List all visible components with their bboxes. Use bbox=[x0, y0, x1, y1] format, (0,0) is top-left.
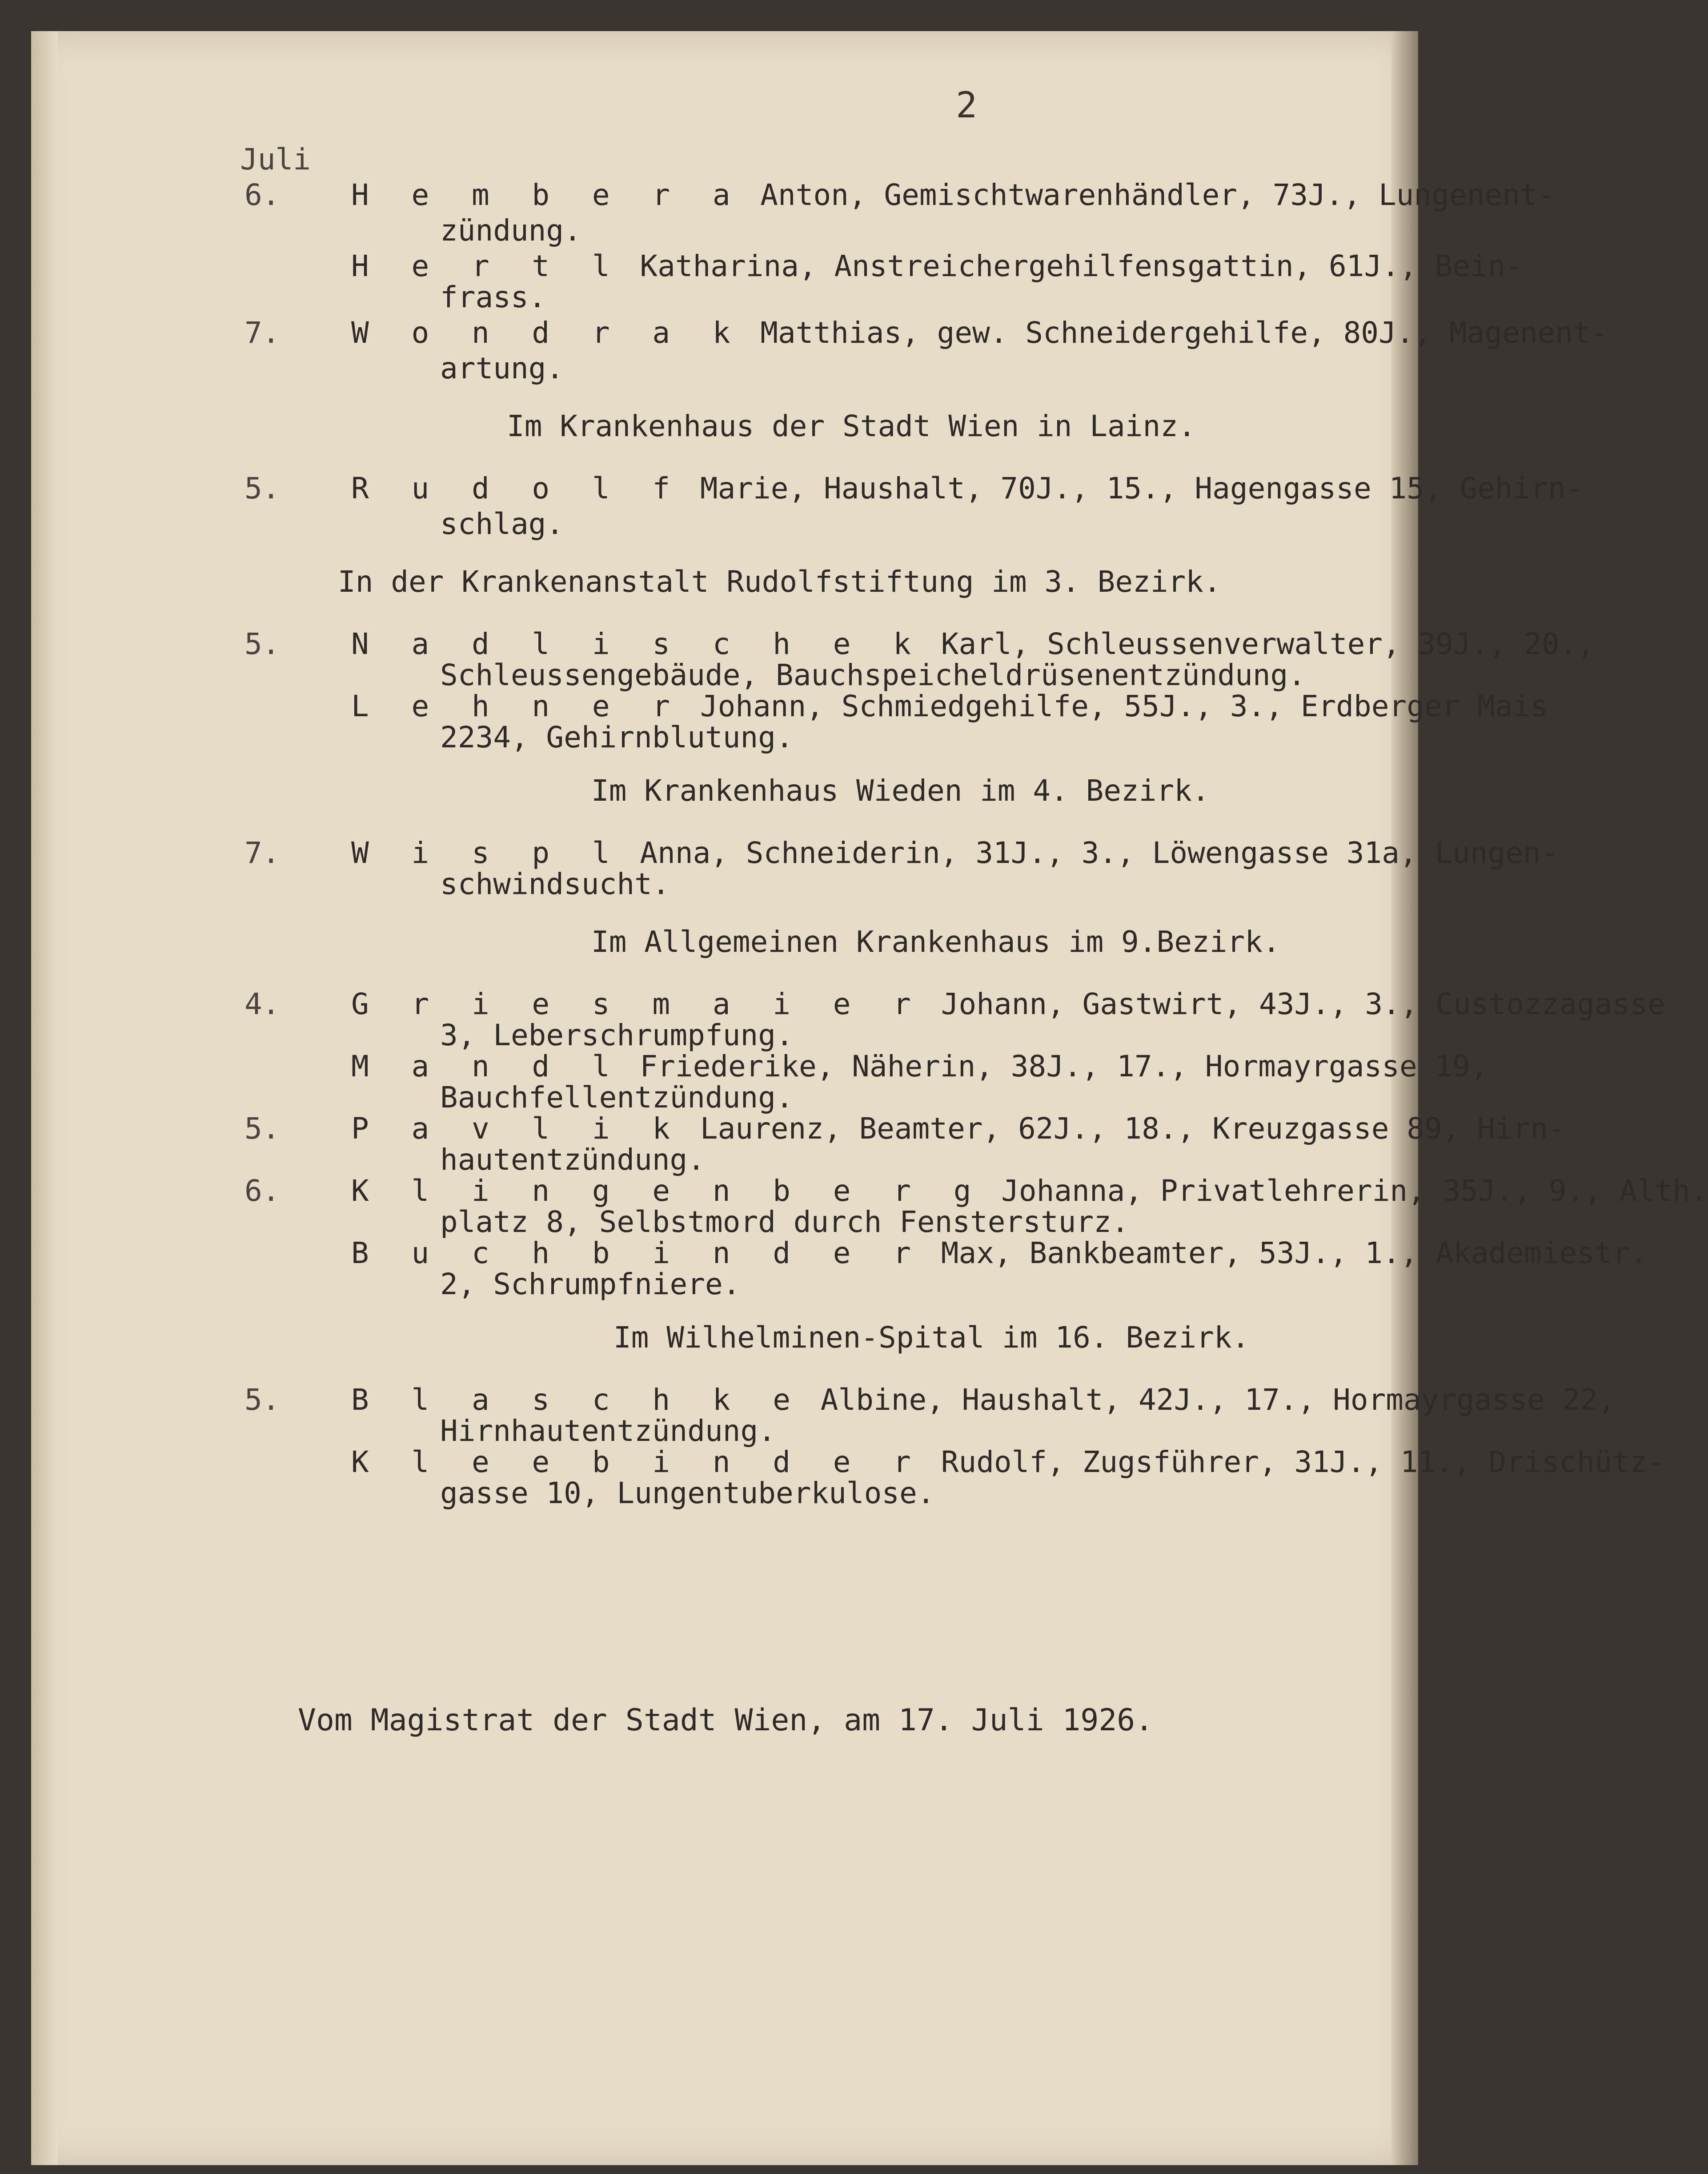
section-heading: Im Allgemeinen Krankenhaus im 9.Bezirk. bbox=[591, 925, 1280, 959]
entry-date: 5. bbox=[245, 627, 280, 661]
entry-surname: P a v l i k bbox=[351, 1111, 683, 1146]
entry-line bbox=[351, 1236, 1648, 1270]
entry-surname: R u d o l f bbox=[351, 471, 683, 505]
entry-line bbox=[351, 316, 1608, 350]
entry-line bbox=[351, 689, 1548, 723]
entry-continuation: Bauchfellentzündung. bbox=[440, 1080, 794, 1115]
entry-continuation: zündung. bbox=[440, 213, 581, 248]
entry-date: 6. bbox=[245, 178, 280, 212]
entry-details: Katharina, Anstreichergehilfensgattin, 61J., Bein- bbox=[622, 249, 1524, 283]
entry-details: Johann, Gastwirt, 43J., 3., Custozzagasse bbox=[923, 987, 1665, 1021]
entry-date: 5. bbox=[245, 471, 280, 505]
section-heading: In der Krankenanstalt Rudolfstiftung im 3. Bezirk. bbox=[338, 565, 1221, 599]
entry-details: Max, Bankbeamter, 53J., 1., Akademiestr. bbox=[923, 1236, 1648, 1270]
entry-line bbox=[351, 627, 1595, 661]
entry-surname: B u c h b i n d e r bbox=[351, 1236, 923, 1270]
entry-surname: K l e e b i n d e r bbox=[351, 1445, 923, 1479]
month-label: Juli bbox=[240, 142, 311, 176]
entry-surname: B l a s c h k e bbox=[351, 1383, 803, 1417]
entry-line bbox=[351, 1383, 1616, 1417]
section-heading: Im Krankenhaus Wieden im 4. Bezirk. bbox=[591, 774, 1210, 808]
entry-continuation: Schleussengebäude, Bauchspeicheldrüsenentzündung. bbox=[440, 658, 1306, 692]
page-number: 2 bbox=[956, 84, 978, 126]
entry-surname: H e r t l bbox=[351, 249, 622, 283]
entry-continuation: frass. bbox=[440, 280, 546, 314]
entry-date: 6. bbox=[245, 1174, 280, 1208]
page-binding-shadow bbox=[31, 31, 58, 2165]
entry-date: 7. bbox=[245, 316, 280, 350]
entry-details: Johann, Schmiedgehilfe, 55J., 3., Erdberger Mais bbox=[682, 689, 1548, 723]
entry-details: Matthias, gew. Schneidergehilfe, 80J., Magenent- bbox=[742, 316, 1608, 350]
page-edge bbox=[1391, 31, 1418, 2165]
entry-line bbox=[351, 1174, 1708, 1208]
entry-line bbox=[351, 471, 1584, 505]
entry-line bbox=[351, 987, 1665, 1021]
entry-details: Laurenz, Beamter, 62J., 18., Kreuzgasse 89, Hirn- bbox=[682, 1111, 1566, 1146]
entry-details: Marie, Haushalt, 70J., 15., Hagengasse 15, Gehirn- bbox=[682, 471, 1584, 505]
entry-surname: N a d l i s c h e k bbox=[351, 627, 923, 661]
section-heading: Im Krankenhaus der Stadt Wien in Lainz. bbox=[507, 409, 1196, 443]
entry-continuation: schwindsucht. bbox=[440, 867, 670, 901]
entry-continuation: 2, Schrumpfniere. bbox=[440, 1267, 741, 1301]
entry-surname: H e m b e r a bbox=[351, 178, 743, 212]
entry-details: Albine, Haushalt, 42J., 17., Hormayrgasse 22, bbox=[803, 1383, 1616, 1417]
entry-continuation: artung. bbox=[440, 351, 564, 385]
entry-continuation: platz 8, Selbstmord durch Fenstersturz. bbox=[440, 1205, 1129, 1239]
entry-surname: M a n d l bbox=[351, 1049, 622, 1083]
entry-continuation: Hirnhautentzündung. bbox=[440, 1414, 776, 1448]
section-heading: Im Wilhelminen-Spital im 16. Bezirk. bbox=[613, 1320, 1250, 1355]
entry-line bbox=[351, 1445, 1665, 1479]
entry-date: 7. bbox=[245, 836, 280, 870]
entry-line bbox=[351, 249, 1523, 283]
entry-surname: W i s p l bbox=[351, 836, 622, 870]
entry-details: Friederike, Näherin, 38J., 17., Hormayrgasse 19, bbox=[622, 1049, 1488, 1083]
entry-details: Anna, Schneiderin, 31J., 3., Löwengasse 31a, Lungen- bbox=[622, 836, 1559, 870]
entry-surname: G r i e s m a i e r bbox=[351, 987, 923, 1021]
entry-line bbox=[351, 836, 1559, 870]
document-page bbox=[31, 31, 1708, 2165]
entry-surname: K l i n g e n b e r g bbox=[351, 1174, 984, 1208]
entry-details: Anton, Gemischtwarenhändler, 73J., Lungenent- bbox=[742, 178, 1556, 212]
entry-line bbox=[351, 178, 1555, 212]
entry-details: Karl, Schleussenverwalter, 39J., 20., bbox=[923, 627, 1595, 661]
entry-surname: L e h n e r bbox=[351, 689, 683, 723]
entry-details: Rudolf, Zugsführer, 31J., 11., Drischütz- bbox=[923, 1445, 1665, 1479]
entry-continuation: hautentzündung. bbox=[440, 1143, 706, 1177]
entry-date: 5. bbox=[245, 1111, 280, 1146]
entry-continuation: 2234, Gehirnblutung. bbox=[440, 720, 794, 754]
footer-signature-line: Vom Magistrat der Stadt Wien, am 17. Juli 1926. bbox=[298, 1703, 1154, 1738]
entry-date: 4. bbox=[245, 987, 280, 1021]
entry-continuation: schlag. bbox=[440, 507, 564, 541]
entry-date: 5. bbox=[245, 1383, 280, 1417]
entry-surname: W o n d r a k bbox=[351, 316, 743, 350]
entry-continuation: 3, Leberschrumpfung. bbox=[440, 1018, 794, 1052]
entry-line bbox=[351, 1111, 1566, 1146]
entry-details: Johanna, Privatlehrerin, 35J., 9., Alth. bbox=[983, 1174, 1708, 1208]
entry-continuation: gasse 10, Lungentuberkulose. bbox=[440, 1476, 935, 1510]
entry-line bbox=[351, 1049, 1488, 1083]
